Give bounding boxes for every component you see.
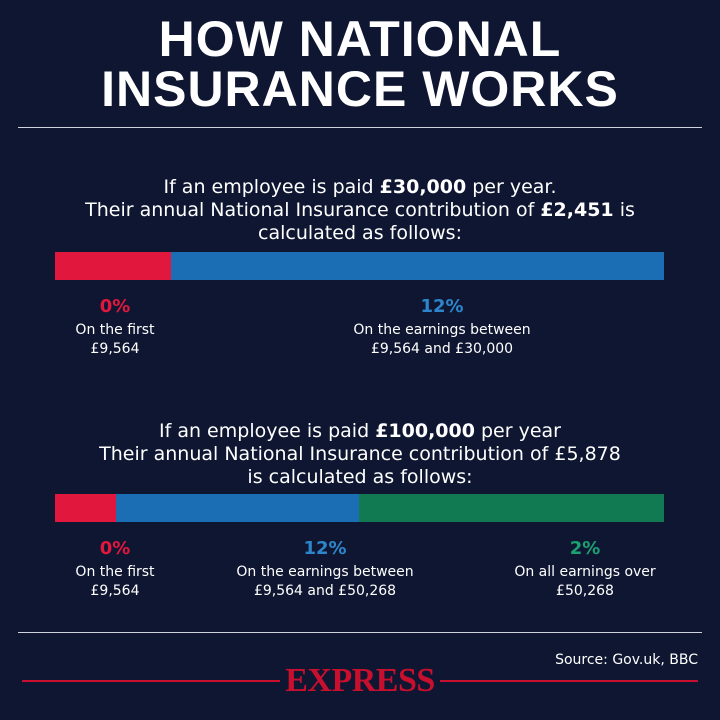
example2-band-0pct bbox=[55, 494, 116, 522]
example1-intro-line-1: If an employee is paid £30,000 per year. bbox=[163, 176, 557, 198]
footer-divider bbox=[18, 632, 702, 633]
example1-rate-12pct: 12% bbox=[420, 296, 464, 317]
example1-band-12pct bbox=[171, 252, 664, 280]
example1-rate-0pct: 0% bbox=[99, 296, 131, 317]
example2-band-2pct bbox=[359, 494, 664, 522]
example1-label-12pct bbox=[317, 296, 567, 359]
example2-band-12pct bbox=[116, 494, 360, 522]
example2-desc-0pct-line2: £9,564 bbox=[90, 583, 140, 599]
example2-intro bbox=[0, 420, 720, 489]
example2-desc-2pct-line2: £50,268 bbox=[556, 583, 614, 599]
example2-desc-2pct-line1: On all earnings over bbox=[514, 564, 656, 580]
example2-rate-12pct: 12% bbox=[303, 538, 347, 559]
example1-label-0pct bbox=[55, 296, 175, 359]
example2-label-12pct bbox=[200, 538, 450, 601]
example1-band-0pct bbox=[55, 252, 171, 280]
page-title bbox=[0, 11, 720, 117]
example1-desc-12pct-line1: On the earnings between bbox=[353, 322, 531, 338]
example2-desc-12pct-line2: £9,564 and £50,268 bbox=[253, 583, 397, 599]
example1-band-bar bbox=[55, 252, 664, 280]
example1-desc-0pct-line2: £9,564 bbox=[90, 341, 140, 357]
example2-rate-2pct: 2% bbox=[569, 538, 601, 559]
example1-desc-12pct-line2: £9,564 and £30,000 bbox=[370, 341, 514, 357]
example2-label-2pct bbox=[480, 538, 690, 601]
example2-desc-12pct-line1: On the earnings between bbox=[236, 564, 414, 580]
example2-intro-line-3: is calculated as follows: bbox=[247, 466, 473, 488]
example1-intro-line-3: calculated as follows: bbox=[258, 222, 462, 244]
example1-intro-line-2: Their annual National Insurance contribution of £2,451 is bbox=[85, 199, 635, 221]
source-credit: Source: Gov.uk, BBC bbox=[555, 652, 698, 668]
example2-intro-line-1: If an employee is paid £100,000 per year bbox=[159, 420, 561, 442]
example2-band-bar bbox=[55, 494, 664, 522]
express-logo: EXPRESS bbox=[285, 662, 435, 699]
example2-label-0pct bbox=[50, 538, 180, 601]
example1-intro bbox=[0, 176, 720, 245]
example1-desc-0pct-line1: On the first bbox=[75, 322, 155, 338]
example2-rate-0pct: 0% bbox=[99, 538, 131, 559]
title-divider bbox=[18, 127, 702, 128]
example2-desc-0pct-line1: On the first bbox=[75, 564, 155, 580]
title-line-1: HOW NATIONAL bbox=[158, 11, 562, 67]
example2-intro-line-2: Their annual National Insurance contribution of £5,878 bbox=[99, 443, 621, 465]
title-line-2: INSURANCE WORKS bbox=[101, 61, 619, 117]
